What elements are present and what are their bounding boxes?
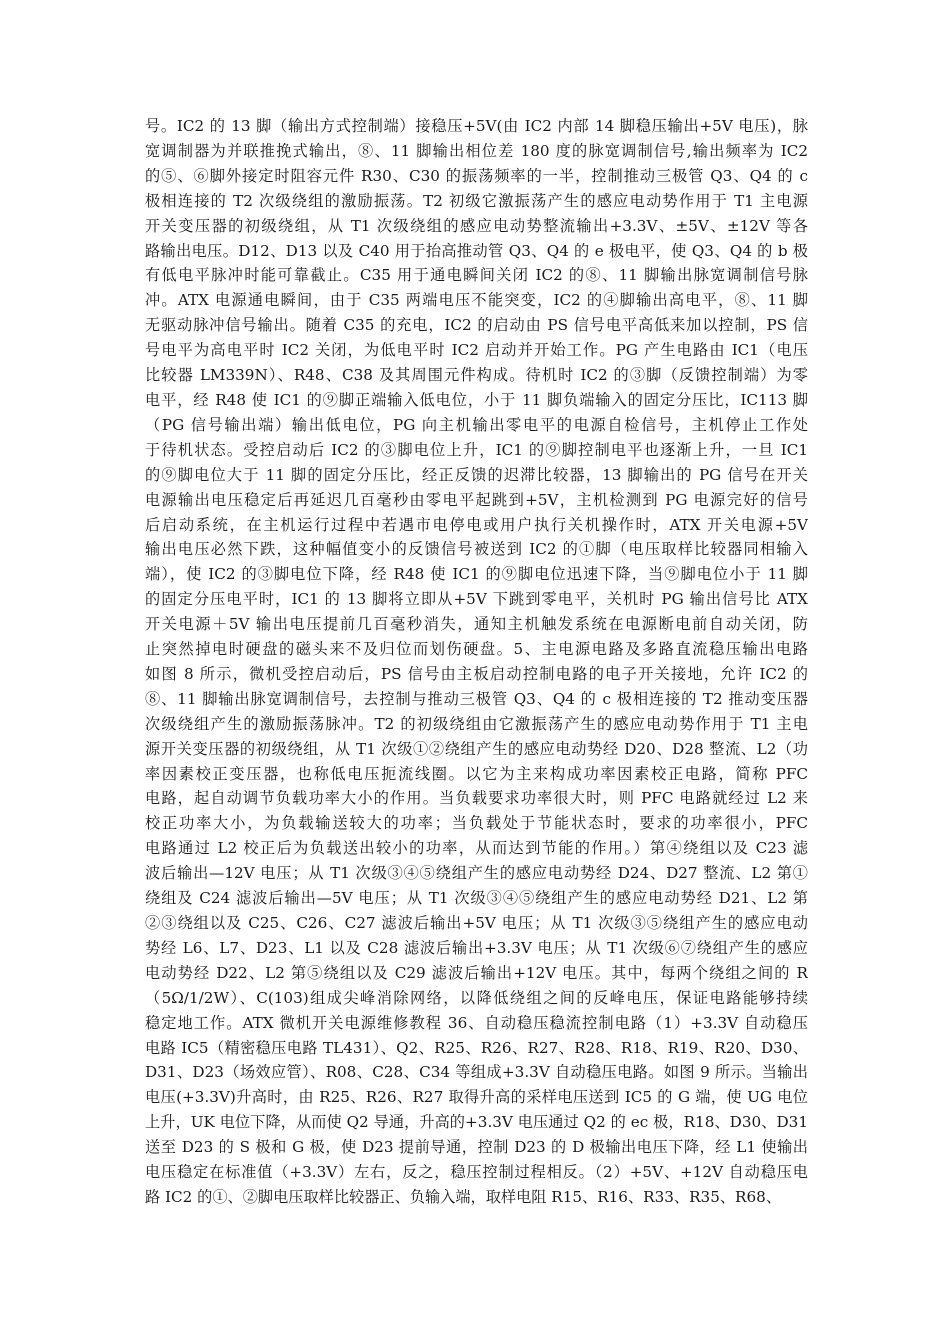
text-line: 电平，经 R48 使 IC1 的⑨脚正端输入低电位，小于 11 脚负端输入的固定分压比，IC113 脚 <box>145 390 808 409</box>
text-line: 开关电源＋5V 输出电压提前几百毫秒消失，通知主机触发系统在电源断电前自动关闭，防 <box>145 615 808 634</box>
text-line: 的⑨脚电位大于 11 脚的固定分压比，经正反馈的迟滞比较器，13 脚输出的 PG 信号在开关 <box>145 465 808 484</box>
text-line: 电压稳定在标准值（+3.3V）左右，反之，稳压控制过程相反。（2）+5V、+12V 自动稳压电 <box>145 1163 808 1182</box>
text-line: 于待机状态。受控启动后 IC2 的③脚电位上升，IC1 的⑨脚控制电平也逐渐上升，一旦 IC1 <box>145 440 808 459</box>
text-line: （PG 信号输出端）输出低电位，PG 向主机输出零电平的电源自检信号，主机停止工作处 <box>145 415 808 434</box>
text-line: 极相连接的 T2 次级绕组的激励振荡。T2 初级它激振荡产生的感应电动势作用于 T1 主电源 <box>145 191 808 210</box>
text-line: 上升，UK 电位下降，从而使 Q2 导通，升高的+3.3V 电压通过 Q2 的 ec 极，R18、D30、D31 <box>145 1113 808 1132</box>
text-line: 宽调制器为并联推挽式输出，⑧、11 脚输出相位差 180 度的脉宽调制信号,输出频率为 IC2 <box>145 141 808 160</box>
text-line: 比较器 LM339N）、R48、C38 及其周围元件构成。待机时 IC2 的③脚（反馈控制端）为零 <box>145 366 808 385</box>
body-text <box>145 114 808 1210</box>
text-line: （5Ω/1/2W）、C(103)组成尖峰消除网络，以降低绕组之间的反峰电压，保证电路能够持续 <box>145 988 808 1007</box>
text-line: 率因素校正变压器，也称低电压扼流线圈。以它为主来构成功率因素校正电路，简称 PFC <box>145 764 808 783</box>
text-line: 后启动系统，在主机运行过程中若遇市电停电或用户执行关机操作时，ATX 开关电源+5V <box>145 515 808 534</box>
text-line: 如图 8 所示，微机受控启动后，PS 信号由主板启动控制电路的电子开关接地，允许 IC2 的 <box>145 664 808 683</box>
text-line: 源开关变压器的初级绕组，从 T1 次级①②绕组产生的感应电动势经 D20、D28 整流、L2（功 <box>145 739 808 758</box>
text-line: 号电平为高电平时 IC2 关闭，为低电平时 IC2 启动并开始工作。PG 产生电路由 IC1（电压 <box>145 341 808 360</box>
text-line: 号。IC2 的 13 脚（输出方式控制端）接稳压+5V(由 IC2 内部 14 脚稳压输出+5V 电压)，脉 <box>145 117 808 135</box>
text-line: 的固定分压电平时，IC1 的 13 脚将立即从+5V 下跳到零电平，关机时 PG 输出信号比 ATX <box>145 590 808 609</box>
text-line: 的⑤、⑥脚外接定时阻容元件 R30、C30 的振荡频率的一半，控制推动三极管 Q3、Q4 的 c <box>145 166 808 185</box>
text-line: 电压(+3.3V)升高时，由 R25、R26、R27 取得升高的采样电压送到 IC5 的 G 端，使 UG 电位 <box>145 1088 808 1107</box>
text-line: 端），使 IC2 的③脚电位下降，经 R48 使 IC1 的⑨脚电位迅速下降，当⑨脚电位小于 11 脚 <box>145 565 808 584</box>
text-line: ⑧、11 脚输出脉宽调制信号，去控制与推动三极管 Q3、Q4 的 c 极相连接的 T2 推动变压器 <box>145 689 808 708</box>
text-line: 电路通过 L2 校正后为负载送出较小的功率，从而达到节能的作用。）第④绕组以及 C23 滤 <box>145 839 808 858</box>
text-line: 有低电平脉冲时能可靠截止。C35 用于通电瞬间关闭 IC2 的⑧、11 脚输出脉宽调制信号脉 <box>145 266 808 285</box>
text-line: 电路，起自动调节负载功率大小的作用。当负载要求功率很大时，则 PFC 电路就经过 L2 来 <box>145 789 808 808</box>
text-line: 电动势经 D22、L2 第⑤绕组以及 C29 滤波后输出+12V 电压。其中，每两个绕组之间的 R <box>145 963 808 982</box>
text-line: 势经 L6、L7、D23、L1 以及 C28 滤波后输出+3.3V 电压；从 T1 次级⑥⑦绕组产生的感应 <box>145 938 808 957</box>
text-line: 止突然掉电时硬盘的磁头来不及归位而划伤硬盘。5、主电源电路及多路直流稳压输出电路 <box>145 640 808 659</box>
text-line: 路输出电压。D12、D13 以及 C40 用于抬高推动管 Q3、Q4 的 e 极电平，使 Q3、Q4 的 b 极 <box>145 241 808 260</box>
text-line: 电源输出电压稳定后再延迟几百毫秒由零电平起跳到+5V，主机检测到 PG 电源完好的信号 <box>145 490 808 509</box>
text-line: 送至 D23 的 S 极和 G 极，使 D23 提前导通，控制 D23 的 D 极输出电压下降，经 L1 使输出 <box>145 1138 808 1157</box>
text-line: 稳定地工作。ATX 微机开关电源维修教程 36、自动稳压稳流控制电路（1）+3.3V 自动稳压 <box>145 1013 808 1032</box>
text-line: 次级绕组产生的激励振荡脉冲。T2 的初级绕组由它激振荡产生的感应电动势作用于 T1 主电 <box>145 714 808 733</box>
text-line: 冲。ATX 电源通电瞬间，由于 C35 两端电压不能突变，IC2 的④脚输出高电平，⑧、11 脚 <box>145 291 808 310</box>
text-line: 无驱动脉冲信号输出。随着 C35 的充电，IC2 的启动由 PS 信号电平高低来加以控制，PS 信 <box>145 316 808 335</box>
text-line: 波后输出—12V 电压；从 T1 次级③④⑤绕组产生的感应电动势经 D24、D27 整流、L2 第① <box>145 864 808 883</box>
text-line: ②③绕组以及 C25、C26、C27 滤波后输出+5V 电压；从 T1 次级③⑤绕组产生的感应电动 <box>145 914 808 932</box>
text-line: 输出电压必然下跌，这种幅值变小的反馈信号被送到 IC2 的①脚（电压取样比较器同相输入 <box>145 540 808 559</box>
text-line: 校正功率大小，为负载输送较大的功率；当负载处于节能状态时，要求的功率很小，PFC <box>145 814 808 833</box>
text-line: D31、D23（场效应管）、R08、C28、C34 等组成+3.3V 自动稳压电路。如图 9 所示。当输出 <box>145 1063 808 1082</box>
text-line: 绕组及 C24 滤波后输出—5V 电压；从 T1 次级③④⑤绕组产生的感应电动势经 D21、L2 第 <box>145 889 808 908</box>
text-line: 路 IC2 的①、②脚电压取样比较器正、负输入端，取样电阻 R15、R16、R33、R35、R68、 <box>145 1187 782 1206</box>
text-line: 开关变压器的初级绕组，从 T1 次级绕组的感应电动势整流输出+3.3V、±5V、±12V 等各 <box>145 216 808 235</box>
text-line: 电路 IC5（精密稳压电路 TL431）、Q2、R25、R26、R27、R28、R18、R19、R20、D30、 <box>145 1038 808 1057</box>
